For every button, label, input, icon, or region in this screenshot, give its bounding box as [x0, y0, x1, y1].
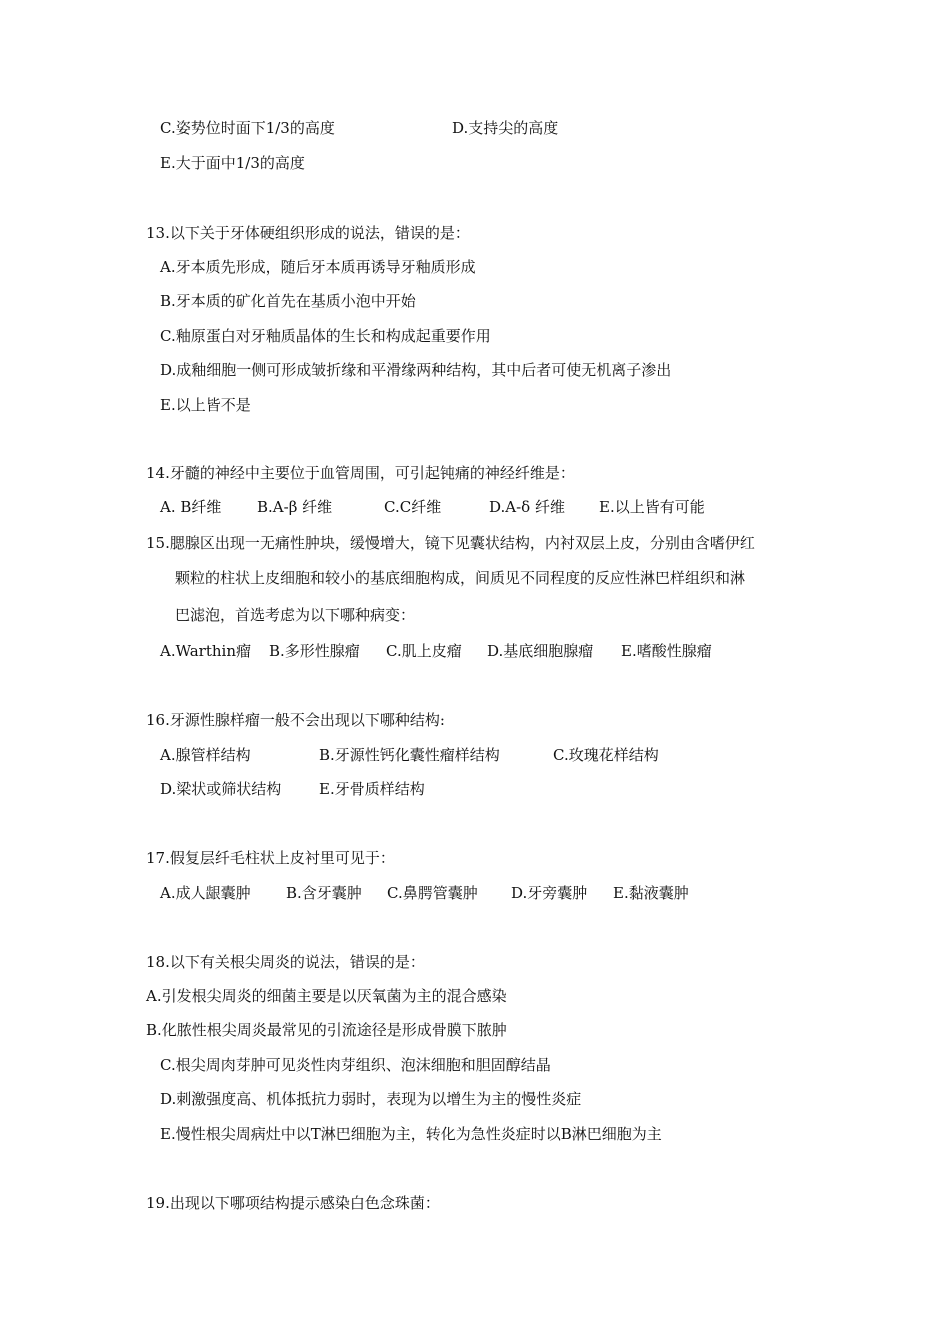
- q13-stem: 13.以下关于牙体硬组织形成的说法，错误的是：: [146, 224, 470, 242]
- q16-option-d: D.梁状或筛状结构: [160, 780, 282, 798]
- q12-option-e: E.大于面中1/3的高度: [160, 154, 305, 172]
- q17-option-c: C.鼻腭管囊肿: [387, 884, 478, 902]
- q14-option-b: B.A-β 纤维: [257, 498, 333, 516]
- q15-option-d: D.基底细胞腺瘤: [487, 642, 594, 660]
- q17-stem: 17.假复层纤毛柱状上皮衬里可见于：: [146, 849, 395, 867]
- q17-option-b: B.含牙囊肿: [286, 884, 362, 902]
- q16-option-b: B.牙源性钙化囊性瘤样结构: [319, 746, 500, 764]
- q18-option-a: A.引发根尖周炎的细菌主要是以厌氧菌为主的混合感染: [146, 987, 507, 1005]
- q18-option-d: D.刺激强度高、机体抵抗力弱时，表现为以增生为主的慢性炎症: [160, 1090, 582, 1108]
- q13-option-e: E.以上皆不是: [160, 396, 251, 414]
- q14-option-a: A. B纤维: [160, 498, 222, 516]
- q13-option-b: B.牙本质的矿化首先在基质小泡中开始: [160, 292, 416, 310]
- q12-option-d: D.支持尖的高度: [452, 119, 559, 137]
- q13-option-c: C.釉原蛋白对牙釉质晶体的生长和构成起重要作用: [160, 327, 491, 345]
- q15-option-e: E.嗜酸性腺瘤: [621, 642, 712, 660]
- q14-stem: 14.牙髓的神经中主要位于血管周围，可引起钝痛的神经纤维是：: [146, 464, 575, 482]
- q17-option-d: D.牙旁囊肿: [511, 884, 588, 902]
- q14-option-c: C.C纤维: [384, 498, 442, 516]
- q13-option-d: D.成釉细胞一侧可形成皱折缘和平滑缘两种结构，其中后者可使无机离子渗出: [160, 361, 672, 379]
- q18-option-b: B.化脓性根尖周炎最常见的引流途径是形成骨膜下脓肿: [146, 1021, 507, 1039]
- q15-stem-line3: 巴滤泡，首选考虑为以下哪种病变：: [175, 606, 416, 624]
- q13-option-a: A.牙本质先形成，随后牙本质再诱导牙釉质形成: [160, 258, 476, 276]
- q14-option-d: D.A-δ 纤维: [489, 498, 565, 516]
- q16-option-e: E.牙骨质样结构: [319, 780, 425, 798]
- q18-option-e: E.慢性根尖周病灶中以T淋巴细胞为主，转化为急性炎症时以B淋巴细胞为主: [160, 1125, 662, 1143]
- q15-stem-line1: 15.腮腺区出现一无痛性肿块，缓慢增大，镜下见囊状结构，内衬双层上皮，分别由含嗜伊红: [146, 534, 755, 552]
- q16-option-a: A.腺管样结构: [160, 746, 251, 764]
- q16-stem: 16.牙源性腺样瘤一般不会出现以下哪种结构:: [146, 711, 445, 729]
- q18-option-c: C.根尖周肉芽肿可见炎性肉芽组织、泡沫细胞和胆固醇结晶: [160, 1056, 551, 1074]
- q15-option-c: C.肌上皮瘤: [386, 642, 462, 660]
- q19-stem: 19.出现以下哪项结构提示感染白色念珠菌：: [146, 1194, 440, 1212]
- q15-option-b: B.多形性腺瘤: [269, 642, 360, 660]
- q16-option-c: C.玫瑰花样结构: [553, 746, 659, 764]
- q12-option-c: C.姿势位时面下1/3的高度: [160, 119, 335, 137]
- q14-option-e: E.以上皆有可能: [599, 498, 705, 516]
- q15-stem-line2: 颗粒的柱状上皮细胞和较小的基底细胞构成，间质见不同程度的反应性淋巴样组织和淋: [175, 569, 746, 587]
- q15-option-a: A.Warthin瘤: [160, 642, 251, 660]
- q17-option-a: A.成人龈囊肿: [160, 884, 251, 902]
- q17-option-e: E.黏液囊肿: [613, 884, 689, 902]
- q18-stem: 18.以下有关根尖周炎的说法，错误的是：: [146, 953, 425, 971]
